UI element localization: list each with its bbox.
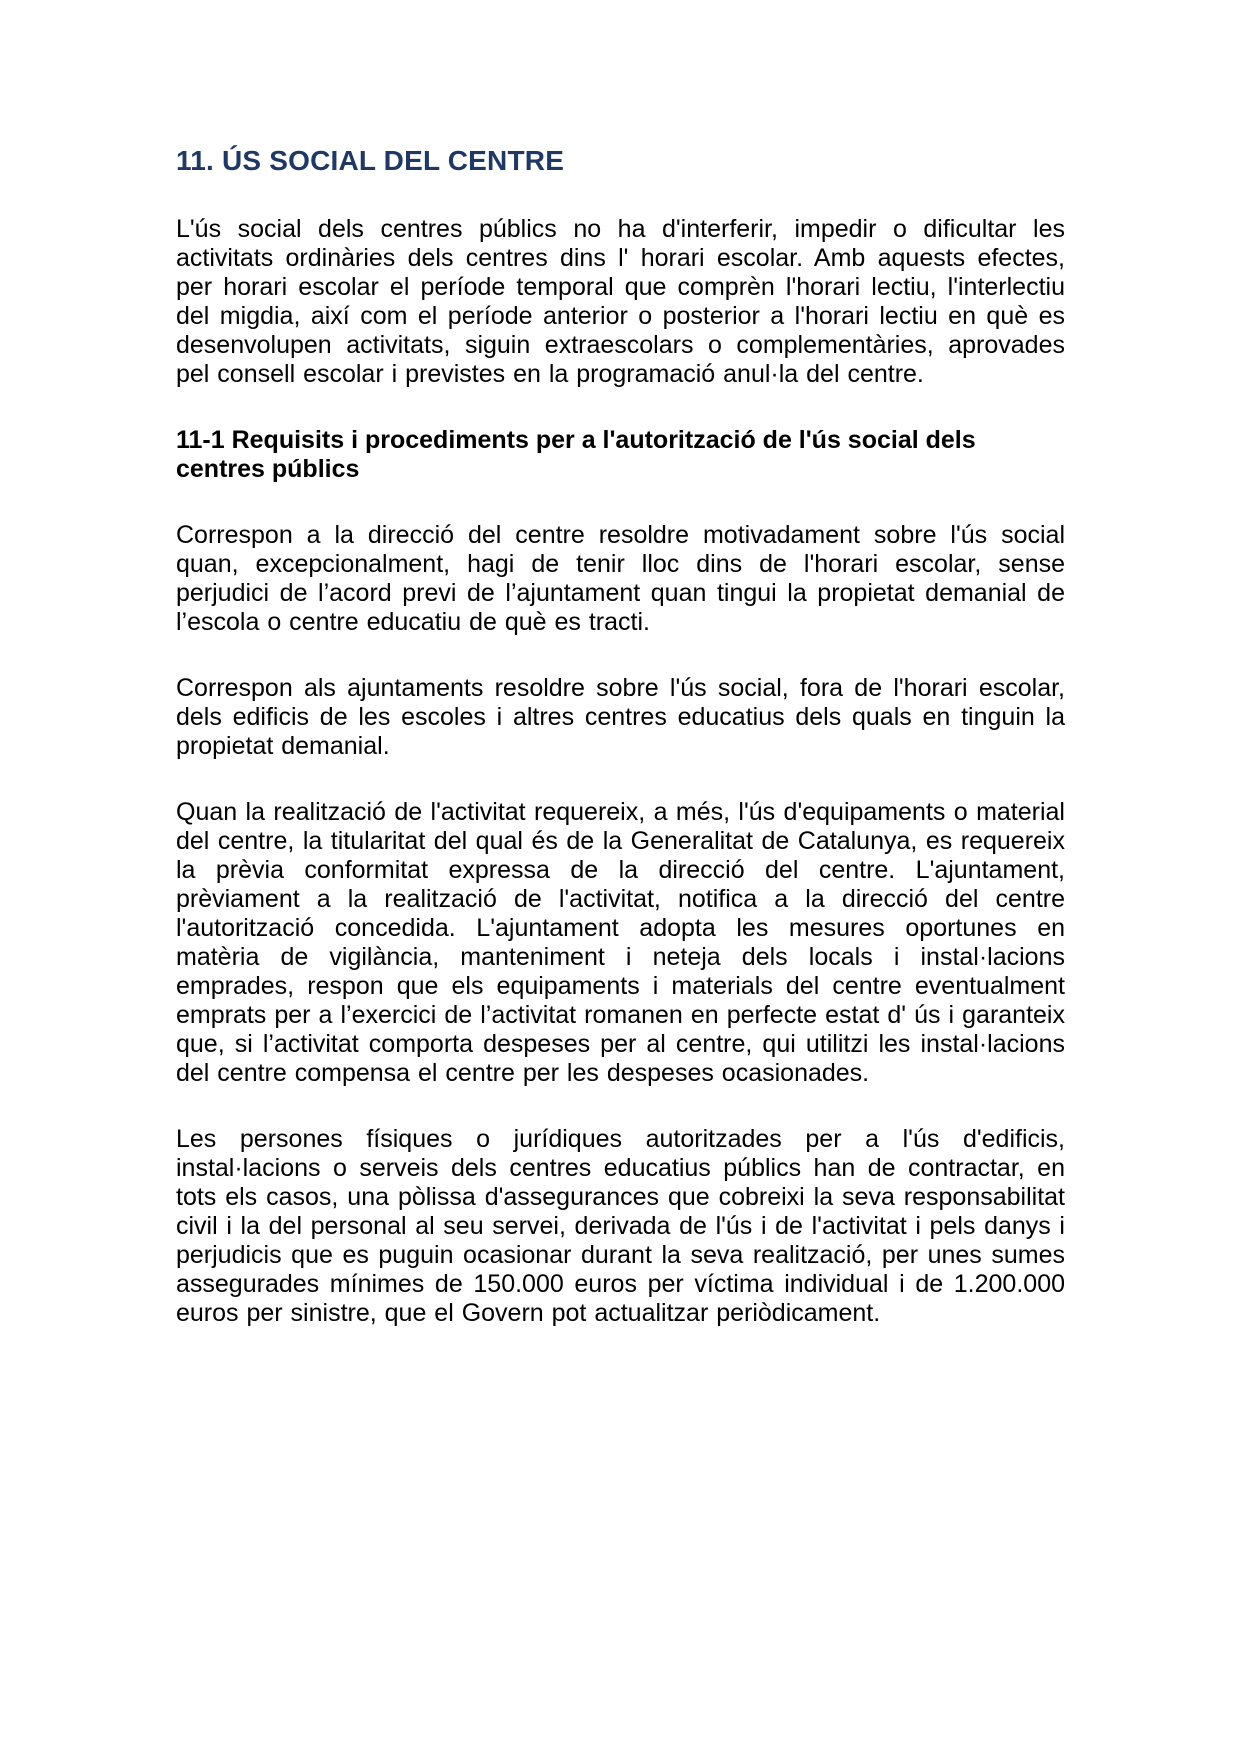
paragraph-asseguranca: Les persones físiques o jurídiques autoritzades per a l'ús d'edificis, instal·lacions o serveis dels centres educatius públics han de contractar, en tots els casos, una pòlissa d'assegurances que cobreixi la seva responsabilitat civil i la del personal al seu servei, derivada de l'ús i de l'activitat i pels danys i perjudicis que es puguin ocasionar durant la seva realització, per unes sumes assegurades mínimes de 150.000 euros per víctima individual i de 1.200.000 euros per sinistre, que el Govern pot actualitzar periòdicament. — [176, 1125, 1065, 1327]
paragraph-ajuntaments: Correspon als ajuntaments resoldre sobre l'ús social, fora de l'horari escolar, dels edificis de les escoles i altres centres educatius dels quals en tinguin la propietat demanial. — [176, 674, 1065, 760]
subsection-title: 11-1 Requisits i procediments per a l'autorització de l'ús social dels centres públics — [176, 426, 976, 483]
section-title: 11. ÚS SOCIAL DEL CENTRE — [176, 145, 565, 176]
paragraph-equipaments: Quan la realització de l'activitat requereix, a més, l'ús d'equipaments o material del centre, la titularitat del qual és de la Generalitat de Catalunya, es requereix la prèvia conformitat expressa de la direcció del centre. L'ajuntament, prèviament a la realització de l'activitat, notifica a la direcció del centre l'autorització concedida. L'ajuntament adopta les mesures oportunes en matèria de vigilància, manteniment i neteja dels locals i instal·lacions emprades, respon que els equipaments i materials del centre eventualment emprats per a l’exercici de l’activitat romanen en perfecte estat d' ús i garanteix que, si l’activitat comporta despeses per al centre, qui utilitzi les instal·lacions del centre compensa el centre per les despeses ocasionades. — [176, 798, 1065, 1087]
paragraph-intro: L'ús social dels centres públics no ha d'interferir, impedir o dificultar les activitats ordinàries dels centres dins l' horari escolar. Amb aquests efectes, per horari escolar el període temporal que comprèn l'horari lectiu, l'interlectiu del migdia, així com el període anterior o posterior a l'horari lectiu en què es desenvolupen activitats, siguin extraescolars o complementàries, aprovades pel consell escolar i previstes en la programació anul·la del centre. — [176, 215, 1065, 388]
paragraph-direccio: Correspon a la direcció del centre resoldre motivadament sobre l'ús social quan, excepcionalment, hagi de tenir lloc dins de l'horari escolar, sense perjudici de l’acord previ de l’ajuntament quan tingui la propietat demanial de l’escola o centre educatiu de què es tracti. — [176, 521, 1065, 636]
